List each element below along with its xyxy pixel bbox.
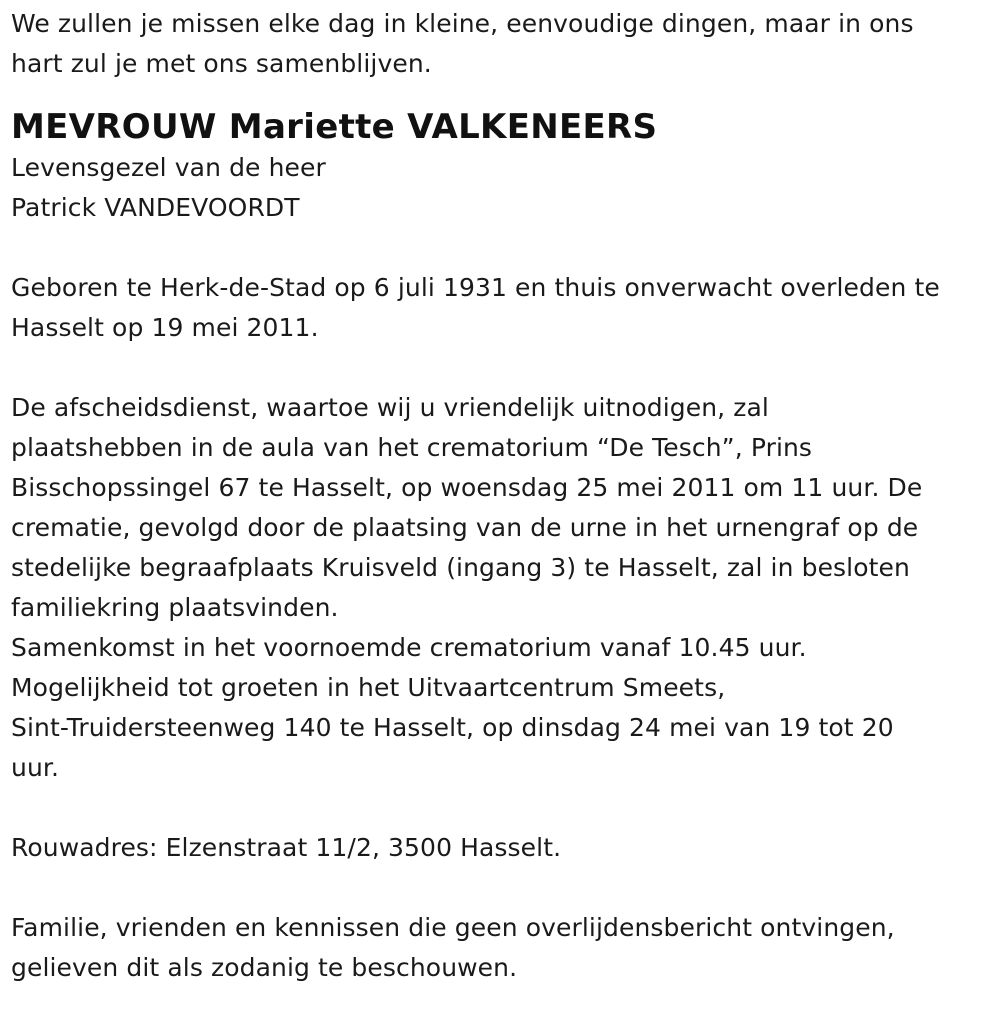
ceremony-line: plaatshebben in de aula van het crematorium “De Tesch”, Prins <box>11 433 813 462</box>
relation-line: Patrick VANDEVOORDT <box>11 193 300 222</box>
spacer <box>11 348 996 388</box>
motto <box>11 4 996 84</box>
death-notice <box>11 4 996 988</box>
closing-paragraph <box>11 908 996 988</box>
spacer <box>11 788 996 828</box>
visitation-line: uur. <box>11 753 60 782</box>
visitation-line: Mogelijkheid tot groeten in het Uitvaartcentrum Smeets, <box>11 673 726 702</box>
visitation-line: Sint-Truidersteenweg 140 te Hasselt, op dinsdag 24 mei van 19 tot 20 <box>11 713 894 742</box>
spacer <box>11 868 996 908</box>
relation-line: Levensgezel van de heer <box>11 153 326 182</box>
motto-line: hart zul je met ons samenblijven. <box>11 49 432 78</box>
ceremony-line: De afscheidsdienst, waartoe wij u vriendelijk uitnodigen, zal <box>11 393 769 422</box>
ceremony-paragraph <box>11 388 996 788</box>
closing-line: gelieven dit als zodanig te beschouwen. <box>11 953 518 982</box>
birth-death-line: Geboren te Herk-de-Stad op 6 juli 1931 en thuis onverwacht overleden te <box>11 273 940 302</box>
spacer <box>11 228 996 268</box>
birth-death-paragraph <box>11 268 996 348</box>
ceremony-line: crematie, gevolgd door de plaatsing van de urne in het urnengraf op de <box>11 513 919 542</box>
relation <box>11 148 996 228</box>
closing-line: Familie, vrienden en kennissen die geen overlijdensbericht ontvingen, <box>11 913 895 942</box>
birth-death-line: Hasselt op 19 mei 2011. <box>11 313 319 342</box>
ceremony-line: Bisschopssingel 67 te Hasselt, op woensdag 25 mei 2011 om 11 uur. De <box>11 473 923 502</box>
motto-line: We zullen je missen elke dag in kleine, eenvoudige dingen, maar in ons <box>11 9 914 38</box>
gathering-line: Samenkomst in het voornoemde crematorium vanaf 10.45 uur. <box>11 633 807 662</box>
ceremony-line: stedelijke begraafplaats Kruisveld (ingang 3) te Hasselt, zal in besloten <box>11 553 910 582</box>
ceremony-line: familiekring plaatsvinden. <box>11 593 339 622</box>
mourning-address <box>11 828 996 868</box>
address-line: Rouwadres: Elzenstraat 11/2, 3500 Hasselt. <box>11 833 562 862</box>
deceased-name: MEVROUW Mariette VALKENEERS <box>11 107 658 147</box>
